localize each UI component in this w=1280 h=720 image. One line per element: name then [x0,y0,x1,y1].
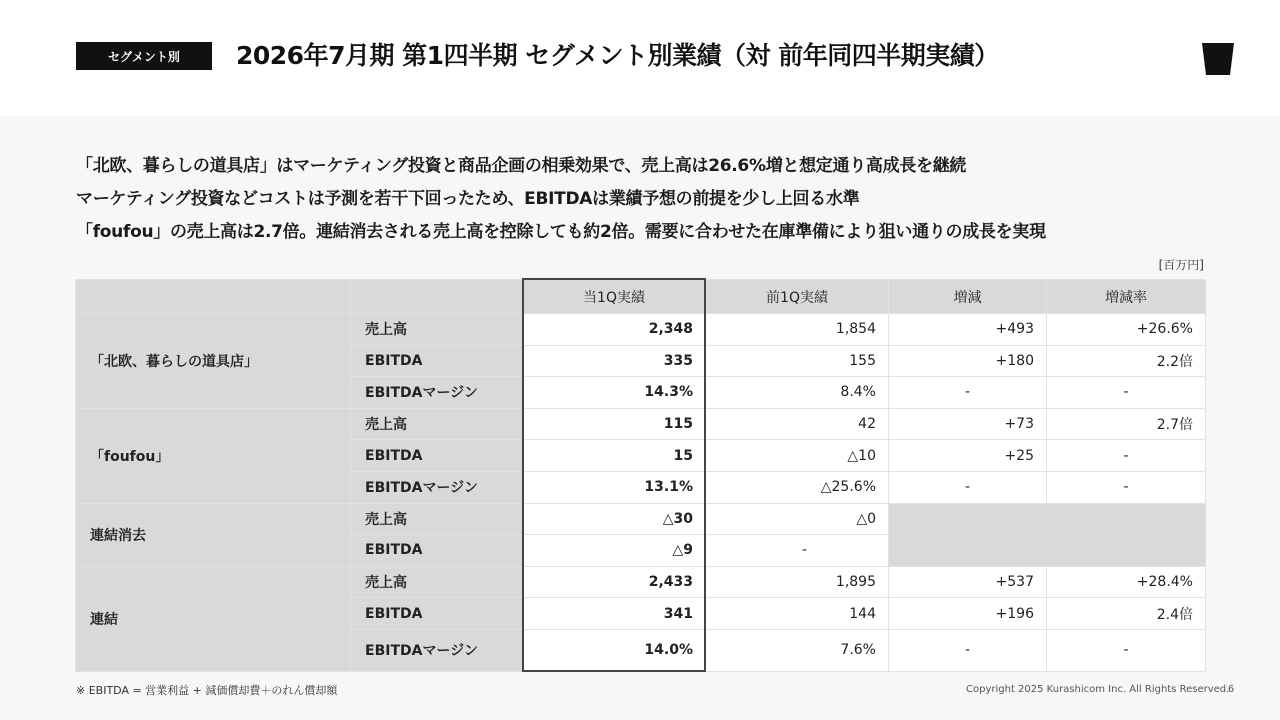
current-value: △30 [523,503,706,535]
current-value: 115 [523,408,706,440]
header-blank [76,280,351,314]
rate-value: +28.4% [1047,566,1206,598]
highlight-line: 「foufou」の売上高は2.7倍。連結消去される売上高を控除しても約2倍。需要に合わせた在庫準備により狙い通りの成長を実現 [76,222,1046,242]
table-row [76,566,1206,598]
previous-value: 1,854 [706,314,889,346]
change-value: +73 [889,408,1047,440]
rate-value: - [1047,377,1206,409]
current-value: 14.3% [523,377,706,409]
cup-icon [1200,42,1236,76]
current-value: △9 [523,535,706,567]
segment-name: 「foufou」 [76,408,351,503]
table-row [76,503,1206,535]
change-value: - [889,629,1047,671]
segment-name: 連結 [76,566,351,671]
previous-value: 7.6% [706,629,889,671]
table-row [76,408,1206,440]
metric-label: EBITDA [351,535,523,567]
previous-value: - [706,535,889,567]
table-header-row [76,280,1206,314]
rate-value: 2.7倍 [1047,408,1206,440]
current-value: 2,433 [523,566,706,598]
metric-label: EBITDAマージン [351,377,523,409]
previous-value: 1,895 [706,566,889,598]
header-blank [351,280,523,314]
metric-label: 売上高 [351,408,523,440]
rate-value: +26.6% [1047,314,1206,346]
segment-table [75,279,1206,672]
segment-name: 連結消去 [76,503,351,566]
section-badge: セグメント別 [76,42,212,70]
highlight-line: 「北欧、暮らしの道具店」はマーケティング投資と商品企画の相乗効果で、売上高は26.6%増と想定通り高成長を継続 [76,156,967,176]
current-value: 13.1% [523,471,706,503]
change-value: +196 [889,598,1047,630]
metric-label: 売上高 [351,503,523,535]
current-value: 15 [523,440,706,472]
current-value: 14.0% [523,629,706,671]
blank-cell [889,503,1206,566]
metric-label: EBITDA [351,345,523,377]
rate-value: 2.2倍 [1047,345,1206,377]
column-header: 増減 [889,280,1047,314]
highlights [76,150,1206,249]
change-value: - [889,377,1047,409]
metric-label: EBITDAマージン [351,471,523,503]
metric-label: EBITDAマージン [351,629,523,671]
previous-value: △0 [706,503,889,535]
column-header: 増減率 [1047,280,1206,314]
previous-value: △25.6% [706,471,889,503]
current-value: 341 [523,598,706,630]
unit-label: [百万円] [1158,258,1204,272]
rate-value: - [1047,471,1206,503]
table-row [76,314,1206,346]
change-value: +180 [889,345,1047,377]
metric-label: 売上高 [351,314,523,346]
previous-value: 8.4% [706,377,889,409]
change-value: +25 [889,440,1047,472]
highlight-line: マーケティング投資などコストは予測を若干下回ったため、EBITDAは業績予想の前提を少し上回る水準 [76,189,860,209]
copyright: Copyright 2025 Kurashicom Inc. All Rights Reserved. [966,684,1230,695]
footnote: ※ EBITDA = 営業利益 + 減価償却費＋のれん償却額 [76,684,338,697]
metric-label: EBITDA [351,598,523,630]
metric-label: EBITDA [351,440,523,472]
column-header: 当1Q実績 [523,280,706,314]
metric-label: 売上高 [351,566,523,598]
change-value: - [889,471,1047,503]
page-number: 6 [1227,684,1235,695]
current-value: 2,348 [523,314,706,346]
segment-name: 「北欧、暮らしの道具店」 [76,314,351,409]
change-value: +493 [889,314,1047,346]
rate-value: - [1047,440,1206,472]
rate-value: - [1047,629,1206,671]
previous-value: 155 [706,345,889,377]
previous-value: 42 [706,408,889,440]
change-value: +537 [889,566,1047,598]
previous-value: 144 [706,598,889,630]
previous-value: △10 [706,440,889,472]
page-title: 2026年7月期 第1四半期 セグメント別業績（対 前年同四半期実績） [236,41,999,70]
rate-value: 2.4倍 [1047,598,1206,630]
current-value: 335 [523,345,706,377]
column-header: 前1Q実績 [706,280,889,314]
